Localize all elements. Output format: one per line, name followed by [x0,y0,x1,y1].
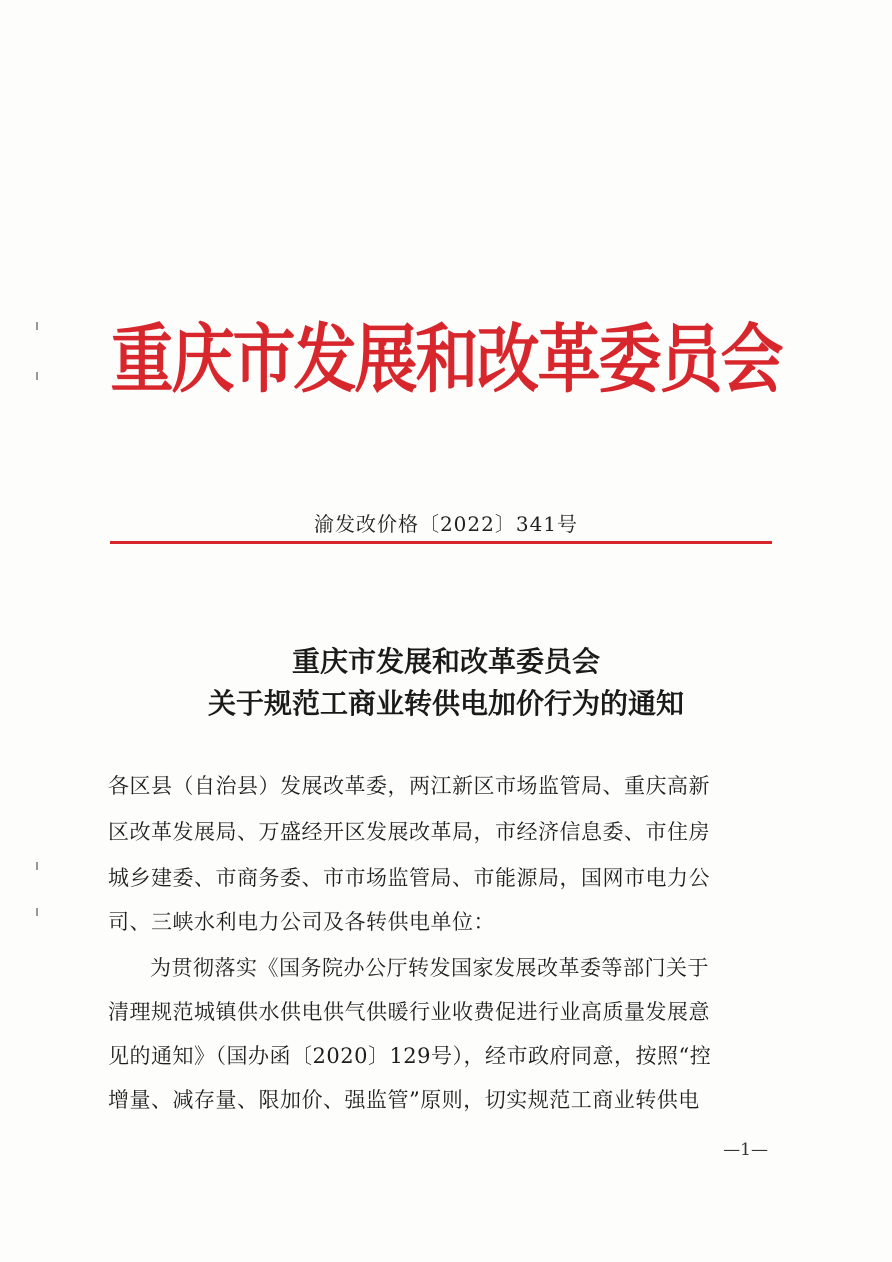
body-line: 区改革发展局、万盛经开区发展改革局，市经济信息委、市住房 [108,820,710,844]
body-line: 增量、减存量、限加价、强监管”原则，切实规范工商业转供电 [108,1088,700,1112]
issuing-authority-header: 重庆市发展和改革委员会 [110,315,782,403]
body-line: 见的通知》（国办函〔2020〕129号），经市政府同意，按照“控 [108,1044,712,1068]
margin-mark [36,908,38,916]
notice-title-line-1: 重庆市发展和改革委员会 [291,645,600,678]
document-number: 渝发改价格〔2022〕341号 [313,512,579,536]
body-line: 城乡建委、市商务委、市市场监管局、市能源局，国网市电力公 [108,866,710,890]
margin-mark [36,862,38,870]
page-number: —1— [723,1140,768,1160]
body-line: 为贯彻落实《国务院办公厅转发国家发展改革委等部门关于 [150,956,709,980]
red-separator-line [110,541,772,544]
notice-title-line-2: 关于规范工商业转供电加价行为的通知 [207,687,684,720]
body-line: 司、三峡水利电力公司及各转供电单位： [108,910,495,934]
body-line: 清理规范城镇供水供电供气供暖行业收费促进行业高质量发展意 [108,1000,710,1024]
body-line: 各区县（自治县）发展改革委，两江新区市场监管局、重庆高新 [108,774,710,798]
